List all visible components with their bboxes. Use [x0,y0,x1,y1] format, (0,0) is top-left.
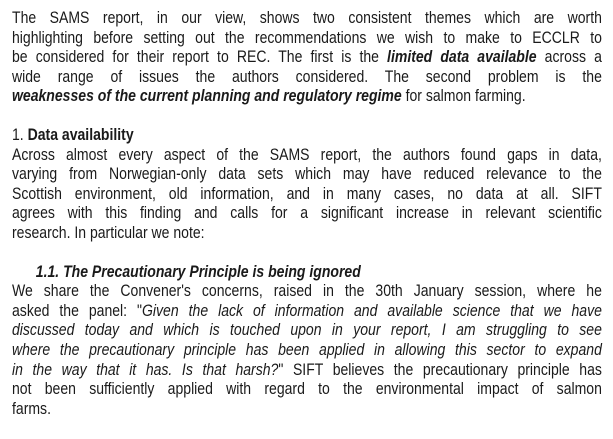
text-run: highlighting before setting out the recommendations we wish to make to ECCLR to [12,28,602,47]
text-line [12,400,602,420]
text-line [12,361,602,381]
text-run: research. In particular we note: [12,223,205,242]
text-run: not been sufficiently applied with regard to the environmental impact of salmon [12,380,602,399]
paragraph-spacer [12,244,602,263]
quote-text: Given the lack of information and available science that we have [142,301,602,320]
text-run: varying from Norwegian-only data sets which may have reduced relevance to the [12,165,602,184]
text-line [12,87,602,107]
text-run: We share the Convener's concerns, raised in the 30th January session, where he [12,282,602,301]
text-run: be considered for their report to REC. The first is the [12,48,388,67]
paragraph-spacer [12,107,602,126]
quote-text: where the precautionary principle has been applied in allowing this sector to expand [12,340,602,359]
document-body [12,9,602,419]
section-heading [12,126,602,146]
text-line [12,224,602,244]
quote-text: discussed today and which is touched upon in your report, I am struggling to see [12,321,602,340]
text-run: wide range of issues the authors considered. The second problem is the [12,67,602,86]
text-line [12,380,602,400]
quote-text: in the way that it has. Is that harsh? [12,360,279,379]
text-line [12,165,602,185]
precautionary-paragraph [12,282,602,419]
emphasis-text: 1.1. The Precautionary Principle is being ignored [35,262,361,281]
text-line [12,204,602,224]
text-line [12,185,602,205]
heading-text: Data availability [27,125,134,144]
text-run: The SAMS report, in our view, shows two consistent themes which are worth [12,9,602,27]
emphasis-text: weaknesses of the current planning and regulatory regime [12,87,402,106]
text-run: " SIFT believes the precautionary principle has [278,360,602,379]
text-run: asked the panel: " [12,301,143,320]
section-1-1-heading [12,263,602,283]
text-line [12,48,602,68]
text-line [12,29,602,49]
text-line [12,146,602,166]
text-run: agrees with this finding and calls for a significant increase in relevant scientific [12,204,602,223]
data-availability-paragraph [12,146,602,244]
text-line [12,282,602,302]
emphasis-text: limited data available [387,48,537,67]
text-run: Across almost every aspect of the SAMS report, the authors found gaps in data, [12,145,602,164]
intro-paragraph [12,9,602,107]
text-run: farms. [12,399,51,418]
section-heading [12,263,602,283]
text-run: Scottish environment, old information, and in many cases, no data at all. SIFT [12,184,602,203]
text-line [12,321,602,341]
text-line [12,341,602,361]
text-line [12,68,602,88]
text-run: across a [536,48,602,67]
section-1-heading [12,126,602,146]
text-run: for salmon farming. [401,87,526,106]
text-run: 1. [12,125,28,144]
text-line [12,302,602,322]
text-line [12,9,602,29]
